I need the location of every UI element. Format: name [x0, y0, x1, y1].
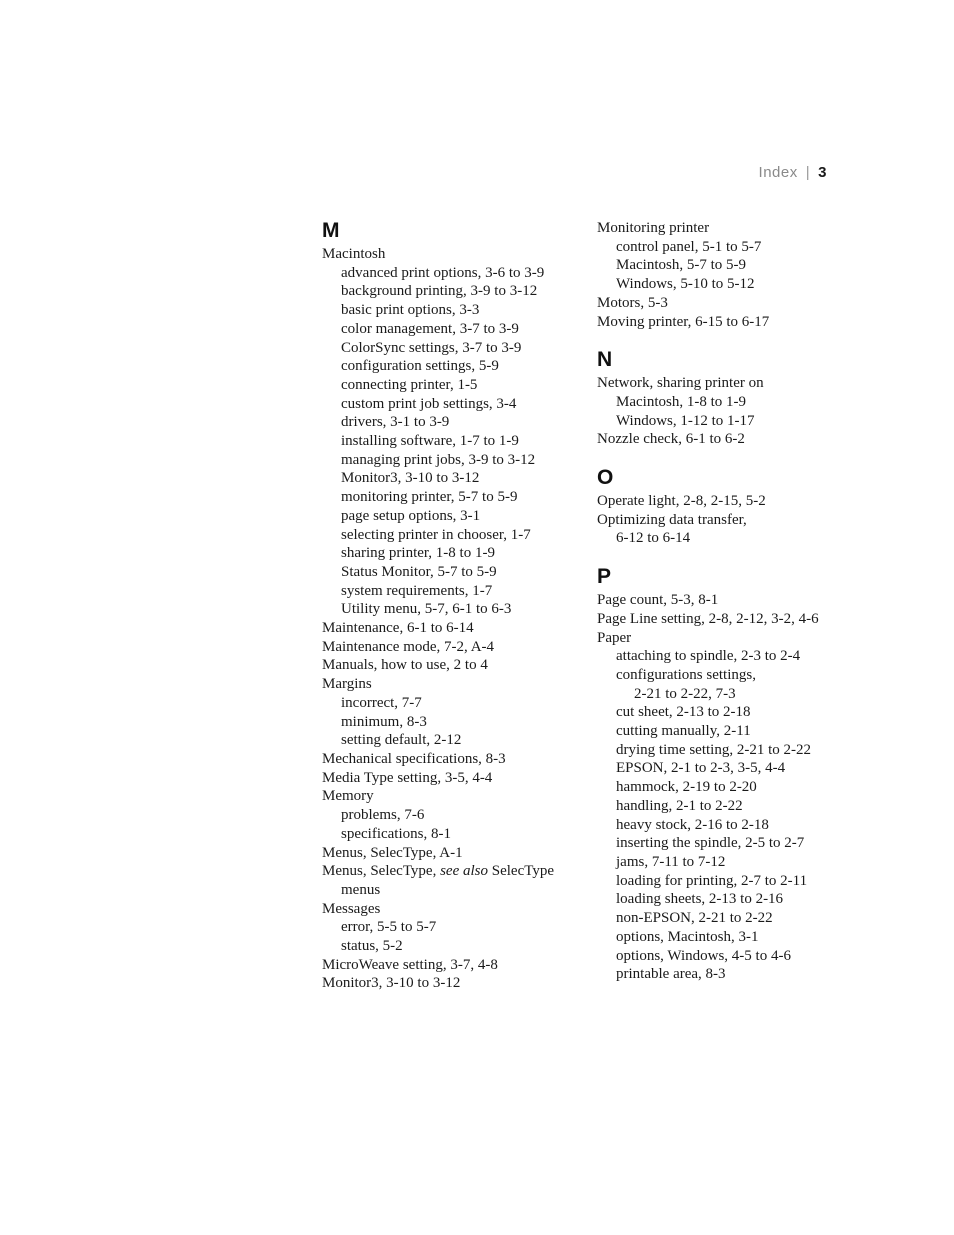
index-subentry — [597, 853, 859, 872]
entry-text: connecting printer, 1-5 — [341, 376, 478, 393]
entry-text: Windows, 1-12 to 1-17 — [616, 412, 755, 429]
index-subentry — [597, 797, 859, 816]
index-subentry — [597, 412, 859, 431]
entry-text: Maintenance mode, 7-2, A-4 — [322, 638, 495, 655]
index-subentry — [322, 488, 584, 507]
index-subentry — [322, 507, 584, 526]
entry-text: system requirements, 1-7 — [341, 582, 493, 599]
entry-text: Macintosh — [322, 246, 386, 262]
index-subentry — [597, 965, 859, 984]
entry-text: control panel, 5-1 to 5-7 — [616, 238, 762, 255]
index-subentry — [597, 256, 859, 275]
entry-text: status, 5-2 — [341, 938, 403, 955]
index-subentry — [322, 432, 584, 451]
index-subentry — [322, 713, 584, 732]
index-entry — [597, 430, 859, 449]
index-subentry — [597, 275, 859, 294]
entry-text-continued: SelecType — [488, 863, 555, 880]
index-entry — [322, 638, 584, 657]
entry-text: Memory — [322, 788, 374, 805]
index-subentry — [322, 806, 584, 825]
index-subentry — [597, 834, 859, 853]
entry-text: options, Windows, 4-5 to 4-6 — [616, 947, 791, 964]
entry-text: heavy stock, 2-16 to 2-18 — [616, 816, 769, 833]
running-head-label: Index — [758, 164, 798, 181]
entry-text: Menus, SelecType, — [322, 863, 441, 880]
section-letter-heading: M — [322, 219, 340, 242]
entry-text: hammock, 2-19 to 2-20 — [616, 779, 757, 796]
index-entry — [597, 511, 859, 530]
entry-text: EPSON, 2-1 to 2-3, 3-5, 4-4 — [616, 760, 786, 777]
entry-text: managing print jobs, 3-9 to 3-12 — [341, 451, 536, 468]
entry-text: background printing, 3-9 to 3-12 — [341, 283, 538, 300]
entry-text: MicroWeave setting, 3-7, 4-8 — [322, 956, 498, 973]
index-subentry — [597, 238, 859, 257]
index-subentry — [322, 937, 584, 956]
entry-text: custom print job settings, 3-4 — [341, 395, 517, 412]
index-entry — [322, 245, 584, 264]
index-entry — [597, 610, 859, 629]
index-subentry — [322, 320, 584, 339]
index-entry — [597, 591, 859, 610]
index-subentry — [322, 413, 584, 432]
index-subentry — [322, 582, 584, 601]
entry-text: Monitor3, 3-10 to 3-12 — [341, 470, 480, 487]
entry-text: problems, 7-6 — [341, 807, 425, 824]
entry-text: sharing printer, 1-8 to 1-9 — [341, 545, 495, 562]
entry-text: configurations settings, — [616, 666, 756, 683]
index-entry — [322, 900, 584, 919]
index-entry — [322, 862, 584, 881]
section-letter-heading: N — [597, 348, 613, 372]
index-subentry — [597, 816, 859, 835]
section-letter-heading: P — [597, 565, 612, 589]
entry-text: Network, sharing printer on — [597, 375, 764, 392]
index-entry — [322, 675, 584, 694]
index-subentry — [322, 395, 584, 414]
index-subentry — [322, 600, 584, 619]
entry-text: selecting printer in chooser, 1-7 — [341, 526, 531, 543]
entry-text: loading for printing, 2-7 to 2-11 — [616, 872, 808, 889]
entry-text: Messages — [322, 900, 381, 917]
index-subentry — [597, 741, 859, 760]
entry-text: inserting the spindle, 2-5 to 2-7 — [616, 835, 805, 852]
index-column-right — [597, 219, 859, 984]
entry-text: basic print options, 3-3 — [341, 302, 480, 319]
entry-text: Windows, 5-10 to 5-12 — [616, 276, 755, 293]
entry-text: menus — [341, 881, 381, 898]
entry-text: Page Line setting, 2-8, 2-12, 3-2, 4-6 — [597, 610, 819, 627]
index-subentry — [597, 529, 859, 548]
entry-text: Page count, 5-3, 8-1 — [597, 592, 719, 609]
index-entry — [322, 974, 584, 993]
index-subentry — [597, 393, 859, 412]
entry-text: incorrect, 7-7 — [341, 694, 422, 711]
index-entry — [597, 219, 859, 238]
entry-text: Moving printer, 6-15 to 6-17 — [597, 313, 770, 330]
index-subentry — [322, 339, 584, 358]
entry-text: cut sheet, 2-13 to 2-18 — [616, 704, 751, 721]
index-subentry — [322, 282, 584, 301]
entry-text: minimum, 8-3 — [341, 713, 427, 730]
index-column-left — [322, 220, 584, 993]
index-section — [322, 220, 584, 993]
index-subentry — [597, 666, 859, 685]
index-subentry — [597, 890, 859, 909]
index-subentry — [322, 731, 584, 750]
entry-text: Maintenance, 6-1 to 6-14 — [322, 620, 474, 637]
index-subentry — [322, 526, 584, 545]
index-section — [597, 467, 859, 548]
entry-text: loading sheets, 2-13 to 2-16 — [616, 891, 784, 908]
index-subentry — [322, 264, 584, 283]
index-section — [597, 349, 859, 449]
index-subentry — [322, 357, 584, 376]
index-subentry — [597, 928, 859, 947]
index-subentry — [322, 563, 584, 582]
entry-text: options, Macintosh, 3-1 — [616, 928, 759, 945]
section-letter-heading: O — [597, 466, 614, 490]
index-subentry — [597, 872, 859, 891]
entry-text: Optimizing data transfer, — [597, 511, 747, 528]
index-entry — [597, 294, 859, 313]
entry-text: ColorSync settings, 3-7 to 3-9 — [341, 339, 522, 356]
page-number: 3 — [818, 164, 827, 181]
index-subentry — [322, 301, 584, 320]
index-entry — [322, 656, 584, 675]
index-entry — [322, 769, 584, 788]
index-subentry — [597, 722, 859, 741]
index-entry — [597, 374, 859, 393]
index-entry — [597, 629, 859, 648]
index-entry — [322, 750, 584, 769]
index-subentry — [597, 647, 859, 666]
entry-text: drivers, 3-1 to 3-9 — [341, 414, 450, 431]
index-subentry — [322, 544, 584, 563]
entry-text: Manuals, how to use, 2 to 4 — [322, 657, 488, 674]
entry-text: Margins — [322, 676, 372, 693]
entry-text: Operate light, 2-8, 2-15, 5-2 — [597, 493, 766, 510]
entry-text: Monitoring printer — [597, 220, 710, 236]
entry-text: printable area, 8-3 — [616, 966, 726, 983]
entry-text: Media Type setting, 3-5, 4-4 — [322, 769, 493, 786]
index-subentry — [597, 947, 859, 966]
entry-text: drying time setting, 2-21 to 2-22 — [616, 741, 811, 758]
entry-text: cutting manually, 2-11 — [616, 723, 751, 740]
index-entry — [322, 844, 584, 863]
index-entry — [322, 787, 584, 806]
entry-text: Status Monitor, 5-7 to 5-9 — [341, 563, 497, 580]
entry-text: error, 5-5 to 5-7 — [341, 919, 437, 936]
entry-text: installing software, 1-7 to 1-9 — [341, 433, 519, 450]
index-entry — [597, 492, 859, 511]
entry-text: specifications, 8-1 — [341, 825, 451, 842]
entry-text: jams, 7-11 to 7-12 — [616, 853, 726, 870]
entry-text: Utility menu, 5-7, 6-1 to 6-3 — [341, 601, 512, 618]
index-subentry — [597, 759, 859, 778]
entry-text: Macintosh, 1-8 to 1-9 — [616, 393, 746, 410]
entry-text: setting default, 2-12 — [341, 732, 462, 749]
index-subentry — [322, 918, 584, 937]
index-subentry — [322, 376, 584, 395]
entry-text: Monitor3, 3-10 to 3-12 — [322, 975, 461, 992]
entry-text: monitoring printer, 5-7 to 5-9 — [341, 489, 518, 506]
entry-text: attaching to spindle, 2-3 to 2-4 — [616, 648, 801, 665]
running-head-separator: | — [805, 164, 811, 181]
index-section — [597, 566, 859, 984]
entry-text: Nozzle check, 6-1 to 6-2 — [597, 431, 745, 448]
entry-text: Macintosh, 5-7 to 5-9 — [616, 257, 746, 274]
entry-text: handling, 2-1 to 2-22 — [616, 797, 743, 814]
entry-text: 2-21 to 2-22, 7-3 — [634, 685, 736, 702]
index-entry — [322, 956, 584, 975]
see-also-reference: see also — [440, 863, 489, 880]
entry-text: Paper — [597, 629, 632, 646]
index-subentry — [322, 469, 584, 488]
entry-text: non-EPSON, 2-21 to 2-22 — [616, 910, 773, 927]
entry-text: configuration settings, 5-9 — [341, 358, 499, 375]
entry-text: Menus, SelecType, A-1 — [322, 844, 463, 861]
entry-text: Mechanical specifications, 8-3 — [322, 750, 506, 767]
index-section — [597, 219, 859, 331]
index-entry — [597, 313, 859, 332]
entry-text: page setup options, 3-1 — [341, 507, 481, 524]
entry-text: 6-12 to 6-14 — [616, 530, 691, 547]
index-subentry — [322, 825, 584, 844]
index-subentry — [322, 881, 584, 900]
index-subentry — [322, 694, 584, 713]
index-subentry — [597, 778, 859, 797]
entry-text: Motors, 5-3 — [597, 294, 668, 311]
entry-text: advanced print options, 3-6 to 3-9 — [341, 264, 545, 281]
index-subentry — [597, 703, 859, 722]
index-entry — [322, 619, 584, 638]
index-subentry — [597, 909, 859, 928]
running-head — [759, 163, 827, 183]
entry-text: color management, 3-7 to 3-9 — [341, 320, 519, 337]
index-subentry — [597, 685, 859, 704]
index-subentry — [322, 451, 584, 470]
